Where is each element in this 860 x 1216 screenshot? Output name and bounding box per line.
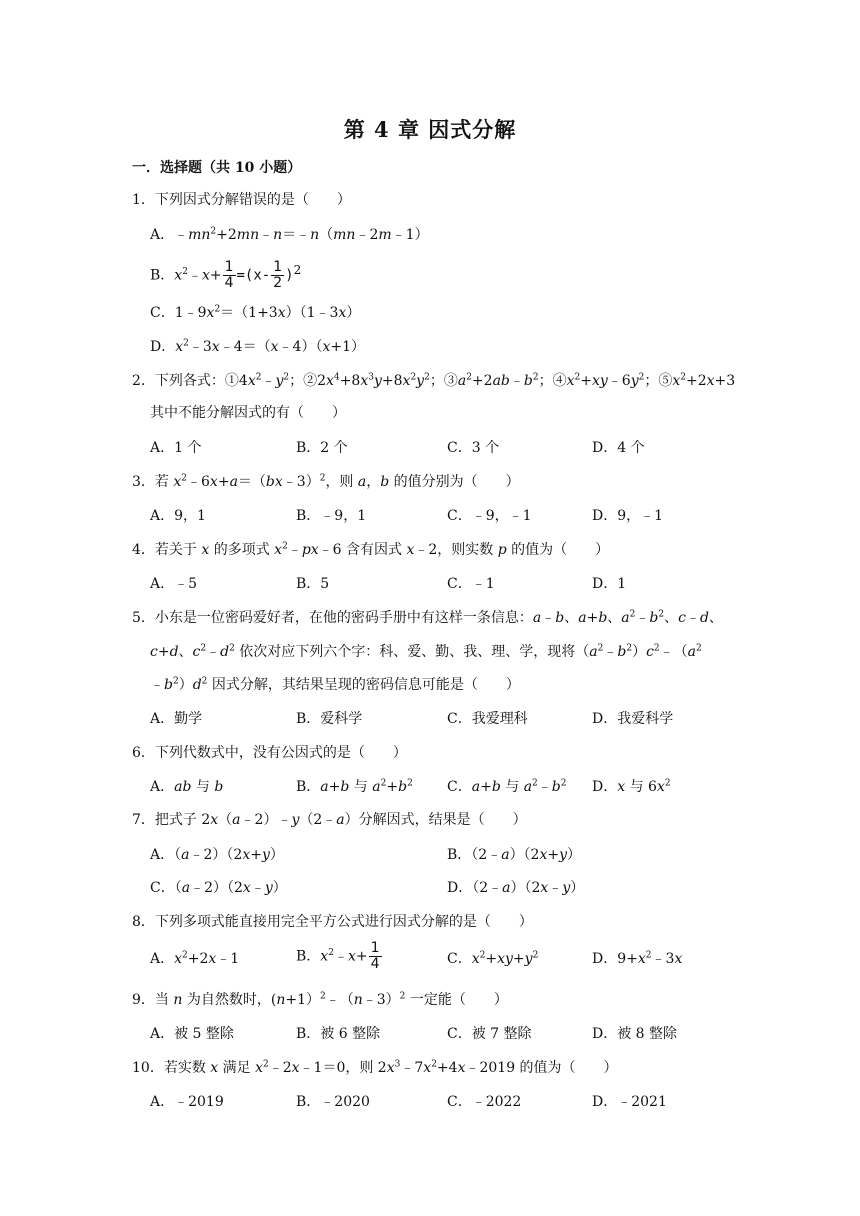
- question-8-option-a[interactable]: A．$x^2+2x﹣1$: [150, 950, 240, 967]
- question-5-stem: 5．小东是一位密码爱好者，在他的密码手册中有这样一条信息：a﹣b、a+b、$a^2﹣b^2$、c﹣d、: [132, 609, 723, 626]
- question-8-option-b[interactable]: B．$x^2﹣x+$ $\frac{1}{4}$: [296, 940, 380, 972]
- question-6-option-a[interactable]: A．ab 与 b: [150, 779, 224, 795]
- question-5-option-d[interactable]: D．我爱科学: [592, 711, 674, 727]
- question-4-option-c[interactable]: C．﹣1: [447, 576, 495, 592]
- question-5-option-b[interactable]: B．爱科学: [296, 711, 363, 727]
- question-1-option-d[interactable]: D．$x^2﹣3x﹣4=(x﹣4)(x+1)$: [150, 338, 365, 355]
- question-5-stem-line-3: $﹣b^2)d^2$ 因式分解，其结果呈现的密码信息可能是（ ）: [150, 676, 520, 693]
- question-10-option-c[interactable]: C．﹣2022: [447, 1094, 522, 1110]
- question-3-option-b[interactable]: B．﹣9，1: [296, 508, 367, 524]
- question-2-option-d[interactable]: D．4 个: [592, 440, 645, 456]
- question-7-option-a[interactable]: A．（a﹣2）（2x+y）: [150, 847, 284, 863]
- question-1-stem: 1．下列因式分解错误的是（ ）: [132, 192, 351, 208]
- question-4-option-b[interactable]: B．5: [296, 576, 330, 592]
- question-10-option-b[interactable]: B．﹣2020: [296, 1094, 370, 1110]
- question-9-option-c[interactable]: C．被 7 整除: [447, 1026, 532, 1042]
- question-9-stem: 9．当 n 为自然数时，(n+1）$^2$﹣（n﹣3）$^2$ 一定能（ ）: [132, 991, 508, 1008]
- question-7-option-b[interactable]: B．（2﹣a）（2x+y）: [447, 847, 582, 863]
- question-1-option-b[interactable]: B．$x^2﹣x+$ $\frac{1}{4}$ =(x- $\frac{1}{2}$ )$^2$: [150, 259, 302, 291]
- question-10-option-d[interactable]: D．﹣2021: [592, 1094, 667, 1110]
- question-6-option-d[interactable]: D．x 与 $6x^2$: [592, 778, 671, 795]
- page-title: 第 4 章 因式分解: [343, 117, 517, 142]
- question-7-option-c[interactable]: C．（a﹣2）（2x﹣y）: [150, 880, 287, 896]
- question-6-option-b[interactable]: B．a+b 与 $a^2+b^2$: [296, 778, 413, 795]
- question-3-option-a[interactable]: A．9，1: [150, 508, 206, 524]
- question-9-option-b[interactable]: B．被 6 整除: [296, 1026, 381, 1042]
- question-3-stem: 3．若 $x^2﹣6x+a=(bx﹣3)^2$，则 a，b 的值分别为（ ）: [132, 473, 520, 490]
- question-10-stem: 10．若实数 x 满足 $x^2﹣2x﹣1=0$，则 $2x^3﹣7x^2+4x﹣2019$ 的值为（ ）: [132, 1059, 618, 1076]
- question-5-option-c[interactable]: C．我爱理科: [447, 711, 528, 727]
- question-3-option-d[interactable]: D．9，﹣1: [592, 508, 664, 524]
- question-2-option-c[interactable]: C．3 个: [447, 440, 500, 456]
- question-4-option-d[interactable]: D．1: [592, 576, 627, 592]
- question-4-stem: 4．若关于 x 的多项式 $x^2﹣px﹣6$ 含有因式 x﹣2，则实数 p 的值为（ ）: [132, 541, 610, 558]
- question-9-option-a[interactable]: A．被 5 整除: [150, 1026, 234, 1042]
- question-8-option-c[interactable]: C．$x^2+xy+y^2$: [447, 950, 539, 967]
- question-10-option-a[interactable]: A．﹣2019: [150, 1094, 224, 1110]
- question-9-option-d[interactable]: D．被 8 整除: [592, 1026, 678, 1042]
- question-7-stem: 7．把式子 2x（a﹣2）﹣y（2﹣a）分解因式，结果是（ ）: [132, 812, 527, 828]
- question-6-option-c[interactable]: C．a+b 与 $a^2﹣b^2$: [447, 778, 567, 795]
- question-2-stem-continued: 其中不能分解因式的有（ ）: [150, 405, 346, 421]
- question-5-option-a[interactable]: A．勤学: [150, 711, 203, 727]
- question-2-option-a[interactable]: A．1 个: [150, 440, 202, 456]
- question-1-option-c[interactable]: C．$1﹣9x^2=(1+3x)(1﹣3x)$: [150, 304, 361, 321]
- question-5-stem-line-2: c+d、$c^2﹣d^2$ 依次对应下列六个字：科、爱、勤、我、理、学，现将$(a^2﹣b^2)c^2﹣(a^2$: [150, 643, 702, 660]
- question-8-stem: 8．下列多项式能直接用完全平方公式进行因式分解的是（ ）: [132, 914, 533, 930]
- question-2-option-b[interactable]: B．2 个: [296, 440, 348, 456]
- question-2-stem: 2．下列各式：$①4x^2﹣y^2$；$②2x^4+8x^3y+8x^2y^2$；$③a^2+2ab﹣b^2$；$④x^2+xy﹣6y^2$；$⑤x^2+2x+3$: [132, 372, 736, 389]
- question-3-option-c[interactable]: C．﹣9，﹣1: [447, 508, 532, 524]
- question-6-stem: 6．下列代数式中，没有公因式的是（ ）: [132, 745, 407, 761]
- question-4-option-a[interactable]: A．﹣5: [150, 576, 198, 592]
- question-7-option-d[interactable]: D．（2﹣a）（2x﹣y）: [447, 880, 585, 896]
- question-8-option-d[interactable]: D．$9+x^2﹣3x$: [592, 950, 683, 967]
- section-heading: 一．选择题（共 10 小题）: [132, 160, 302, 176]
- question-1-option-a[interactable]: A．$﹣mn^2+2mn﹣n=﹣n(mn﹣2m﹣1)$: [150, 226, 429, 243]
